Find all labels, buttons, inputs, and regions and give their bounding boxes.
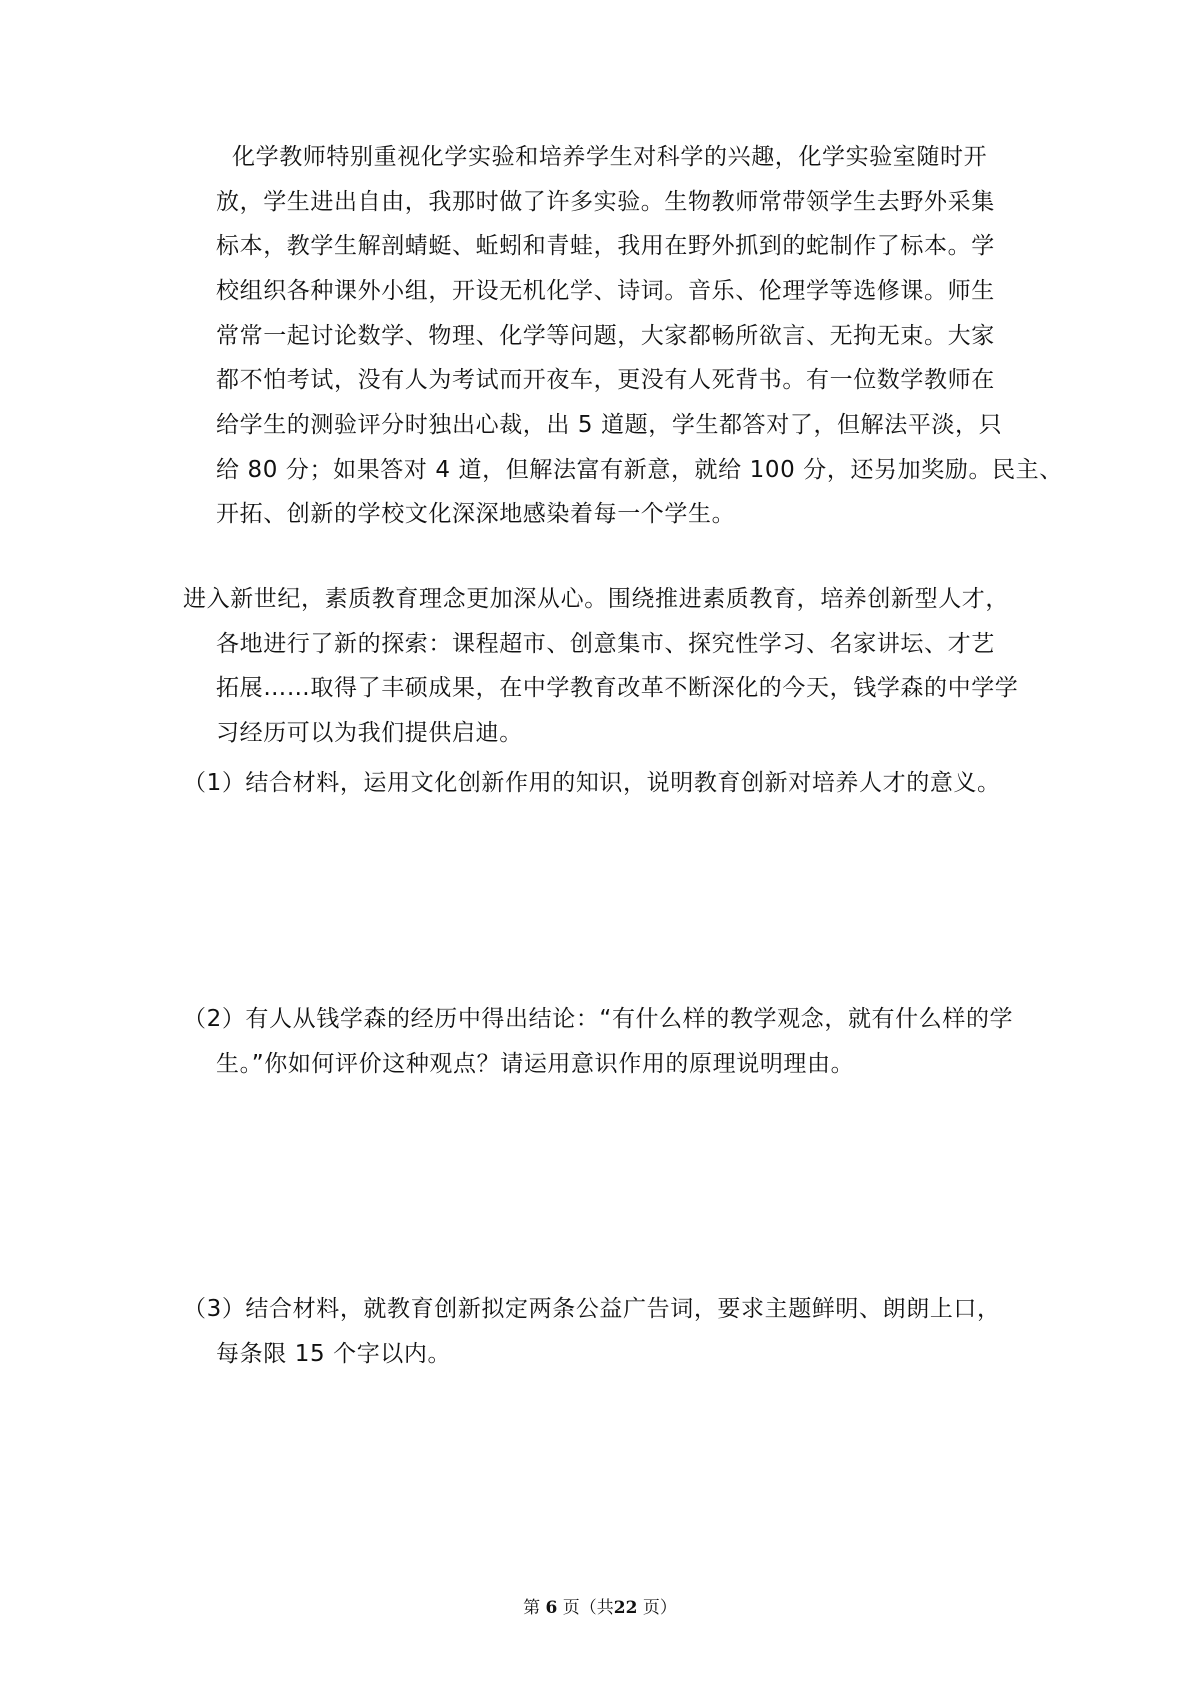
question-line: 生。”你如何评价这种观点？请运用意识作用的原理说明理由。 bbox=[216, 1051, 855, 1077]
text-line: 标本，教学生解剖蜻蜓、蚯蚓和青蛙，我用在野外抓到的蛇制作了标本。学 bbox=[216, 233, 995, 259]
question-line: （1）结合材料，运用文化创新作用的知识，说明教育创新对培养人才的意义。 bbox=[183, 770, 1001, 796]
text-line: 拓展……取得了丰硕成果，在中学教育改革不断深化的今天，钱学森的中学学 bbox=[216, 675, 1019, 701]
footer-suffix: 页） bbox=[642, 1598, 677, 1618]
text-line: 进入新世纪，素质教育理念更加深从心。围绕推进素质教育，培养创新型人才， bbox=[183, 586, 1009, 612]
total-pages: 22 bbox=[613, 1598, 638, 1618]
text-line: 化学教师特别重视化学实验和培养学生对科学的兴趣，化学实验室随时开 bbox=[232, 144, 988, 170]
text-line: 开拓、创新的学校文化深深地感染着每一个学生。 bbox=[216, 501, 736, 527]
text-line: 各地进行了新的探索：课程超市、创意集市、探究性学习、名家讲坛、才艺 bbox=[216, 631, 995, 657]
text-line: 习经历可以为我们提供启迪。 bbox=[216, 720, 523, 746]
text-line: 给 80 分；如果答对 4 道，但解法富有新意，就给 100 分，还另加奖励。民主、 bbox=[216, 457, 1063, 483]
text-line: 放，学生进出自由，我那时做了许多实验。生物教师常带领学生去野外采集 bbox=[216, 189, 995, 215]
page-footer bbox=[0, 1597, 1200, 1619]
question-line: 每条限 15 个字以内。 bbox=[216, 1341, 452, 1367]
text-line: 校组织各种课外小组，开设无机化学、诗词。音乐、伦理学等选修课。师生 bbox=[216, 278, 995, 304]
text-line: 都不怕考试，没有人为考试而开夜车，更没有人死背书。有一位数学教师在 bbox=[216, 367, 995, 393]
text-line: 常常一起讨论数学、物理、化学等问题，大家都畅所欲言、无拘无束。大家 bbox=[216, 323, 995, 349]
page-number: 6 bbox=[545, 1598, 558, 1618]
question-line: （3）结合材料，就教育创新拟定两条公益广告词，要求主题鲜明、朗朗上口， bbox=[183, 1296, 1001, 1322]
text-line: 给学生的测验评分时独出心裁，出 5 道题，学生都答对了，但解法平淡，只 bbox=[216, 412, 1003, 438]
question-line: （2）有人从钱学森的经历中得出结论：“有什么样的教学观念，就有什么样的学 bbox=[183, 1006, 1014, 1032]
footer-middle: 页（共 bbox=[562, 1598, 614, 1618]
footer-prefix: 第 bbox=[523, 1598, 541, 1618]
